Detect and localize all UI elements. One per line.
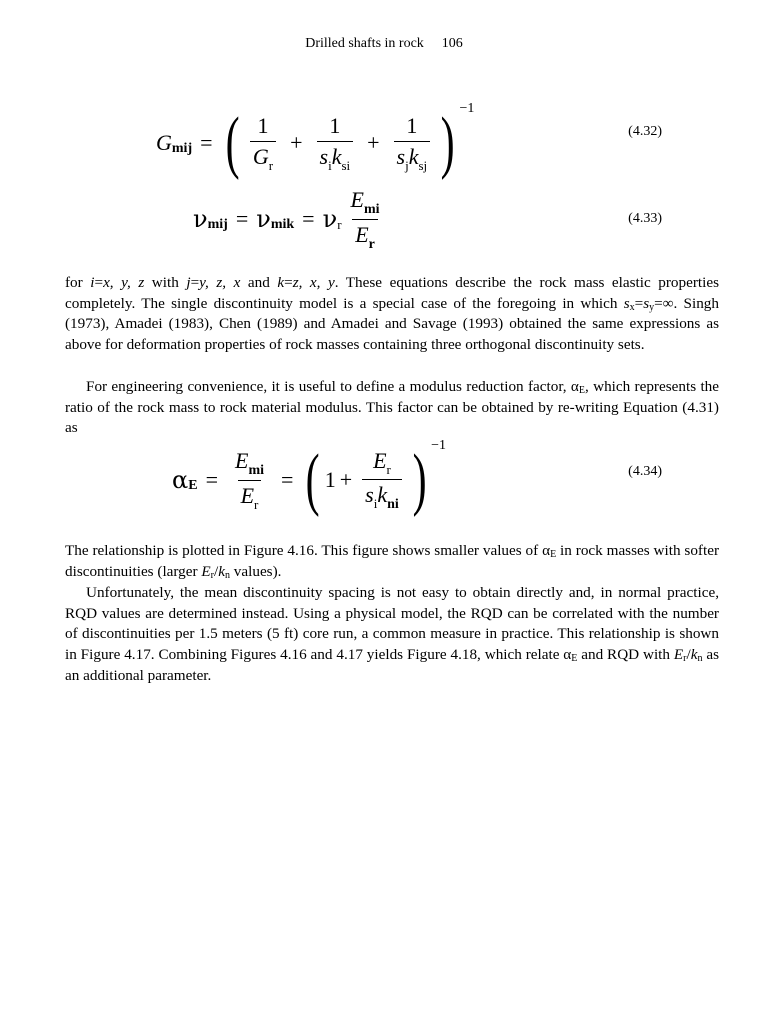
equation-4-33 xyxy=(0,186,768,252)
paragraph-1: for i=x, y, z with j=y, z, x and k=z, x, y. These equations describe the rock mass elastic properties completely. The single discontinuity model is a special case of the foregoing in which $s_x=s_y=\infty$. Singh (1973), Amadei (1983), Chen (1989) and Amadei and Savage (1993) obtained the same expressions as above for deformation properties of rock masses containing three orthogonal discontinuity sets. xyxy=(65,274,719,354)
paragraph-4: Unfortunately, the mean discontinuity spacing is not easy to obtain directly and, in normal practice, RQD values are determined instead. Using a physical model, the RQD can be correlated with the number of discontinuities per 1.5 meters (5 ft) core run, a common measure in practice. This relationship is shown in Figure 4.17. Combining Figures 4.16 and 4.17 yields Figure 4.18, which relate $\alpha_E$ and RQD with $E_r/k_n$ as an additional parameter. xyxy=(65,584,720,684)
equation-4-33-math: ν mij = ν mik = ν r $\frac{E_{mi}}{E_r}$ xyxy=(193,186,380,252)
equation-4-32 xyxy=(0,100,768,185)
equation-number: (4.34) xyxy=(628,464,662,479)
equation-4-34-math: α E = $\frac{E_{mi}}{E_r}$ = ( 1 + $\frac{E_r}{s_ik_{ni}}$ ) −1 xyxy=(172,438,447,518)
header-title: Drilled shafts in rock xyxy=(305,36,424,51)
page-number: 106 xyxy=(441,36,463,51)
equation-number: (4.32) xyxy=(628,124,662,139)
equation-number: (4.33) xyxy=(628,211,662,226)
equation-4-34 xyxy=(0,440,768,520)
equation-4-32-math: G mij = ( $\frac{1}{G_r}$ + $\frac{1}{s_ik_{si}}$ + $\frac{1}{s_jk_{sj}}$ ) −1 xyxy=(156,100,475,181)
paragraph-2: For engineering convenience, it is useful to define a modulus reduction factor, $\alpha_E$, which represents the ratio of the rock mass to rock material modulus. This factor can be obtained by re-writing Equation (4.31) as xyxy=(65,378,719,437)
running-header xyxy=(0,36,768,52)
paragraph-3: The relationship is plotted in Figure 4.16. This figure shows smaller values of $\alpha_E$ in rock masses with softer discontinuities (larger $E_r/k_n$ values). xyxy=(65,542,720,581)
